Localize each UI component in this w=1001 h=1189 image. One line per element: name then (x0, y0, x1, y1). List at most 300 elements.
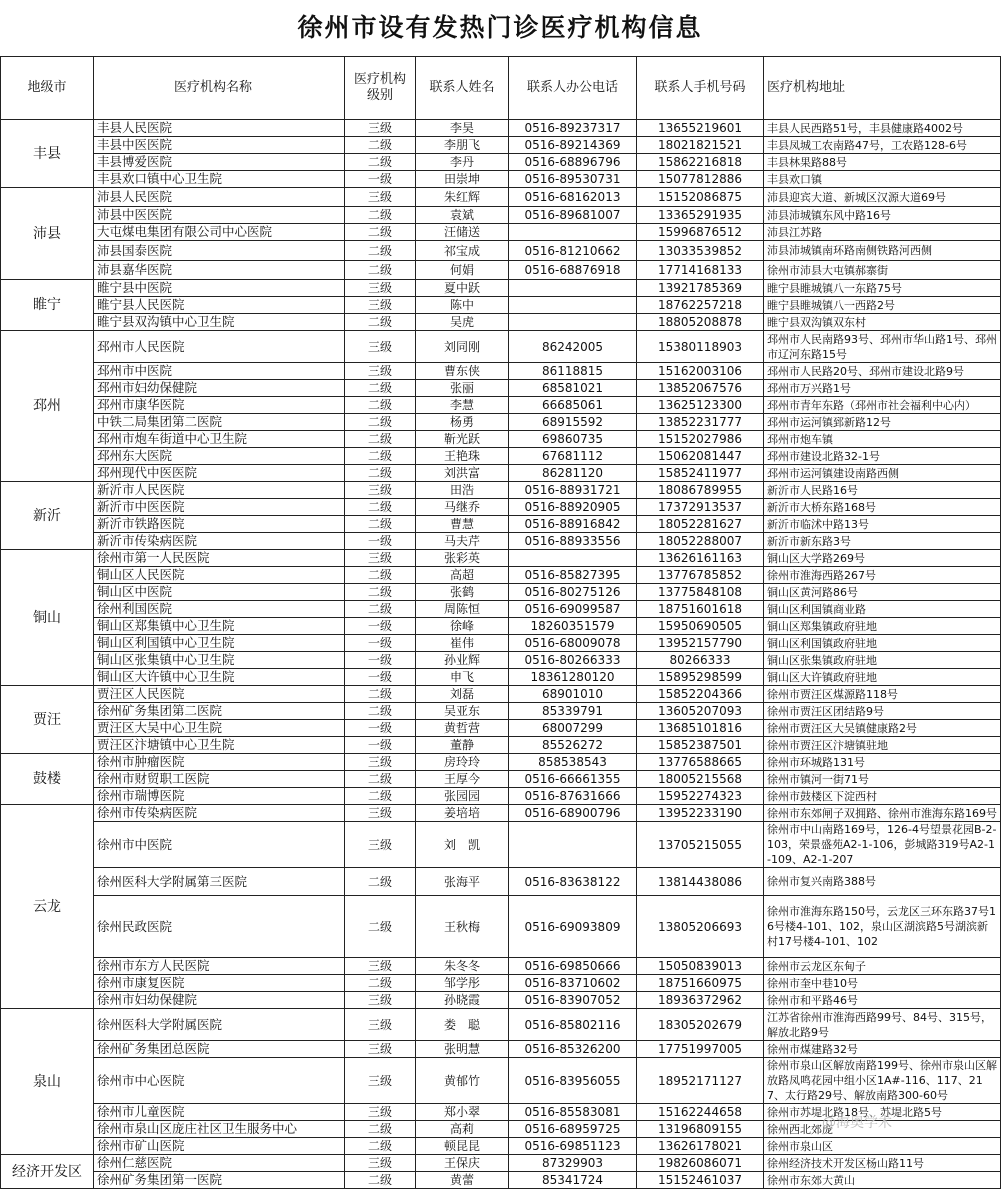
name-cell: 贾汪区人民医院 (94, 686, 345, 703)
mobile-cell: 13814438086 (637, 868, 764, 896)
name-cell: 贾汪区大吴中心卫生院 (94, 720, 345, 737)
name-cell: 徐州市东方人民医院 (94, 958, 345, 975)
contact-cell: 徐峰 (416, 618, 509, 635)
contact-cell: 娄 聪 (416, 1009, 509, 1041)
city-cell: 新沂 (1, 482, 94, 550)
name-cell: 徐州市肿瘤医院 (94, 754, 345, 771)
header-name: 医疗机构名称 (94, 57, 345, 120)
table-row (1, 154, 1001, 171)
table-row (1, 1041, 1001, 1058)
table-row (1, 754, 1001, 771)
contact-cell: 张丽 (416, 380, 509, 397)
table-row (1, 516, 1001, 533)
city-cell: 邳州 (1, 331, 94, 482)
level-cell: 二级 (345, 1172, 416, 1189)
level-cell: 三级 (345, 363, 416, 380)
table-row (1, 822, 1001, 868)
mobile-cell: 15162003106 (637, 363, 764, 380)
name-cell: 铜山区人民医院 (94, 567, 345, 584)
table-row (1, 896, 1001, 958)
city-cell: 云龙 (1, 805, 94, 1009)
office-cell: 0516-69099587 (509, 601, 637, 618)
office-cell: 68915592 (509, 414, 637, 431)
level-cell: 三级 (345, 482, 416, 499)
mobile-cell: 15050839013 (637, 958, 764, 975)
level-cell: 三级 (345, 1155, 416, 1172)
table-row (1, 397, 1001, 414)
address-cell: 徐州市贾汪区大吴镇健康路2号 (764, 720, 1001, 737)
address-cell: 沛县江苏路 (764, 224, 1001, 241)
contact-cell: 杨勇 (416, 414, 509, 431)
office-cell: 69860735 (509, 431, 637, 448)
city-cell: 经济开发区 (1, 1155, 94, 1189)
level-cell: 一级 (345, 171, 416, 188)
office-cell: 18260351579 (509, 618, 637, 635)
contact-cell: 祁宝成 (416, 241, 509, 261)
mobile-cell: 13776588665 (637, 754, 764, 771)
address-cell: 新沂市大桥东路168号 (764, 499, 1001, 516)
address-cell: 徐州市苏堤北路18号、苏堤北路5号 (764, 1104, 1001, 1121)
table-row (1, 297, 1001, 314)
contact-cell: 黄郁竹 (416, 1058, 509, 1104)
mobile-cell: 15380118903 (637, 331, 764, 363)
table-row (1, 720, 1001, 737)
name-cell: 徐州民政医院 (94, 896, 345, 958)
office-cell: 0516-69850666 (509, 958, 637, 975)
address-cell: 邳州市青年东路（邳州市社会福利中心内） (764, 397, 1001, 414)
contact-cell: 李朋飞 (416, 137, 509, 154)
address-cell: 徐州市奎中巷10号 (764, 975, 1001, 992)
name-cell: 徐州医科大学附属医院 (94, 1009, 345, 1041)
address-cell: 新沂市人民路16号 (764, 482, 1001, 499)
mobile-cell: 13655219601 (637, 120, 764, 137)
address-cell: 徐州市泉山区 (764, 1138, 1001, 1155)
mobile-cell: 15852411977 (637, 465, 764, 482)
address-cell: 铜山区郑集镇政府驻地 (764, 618, 1001, 635)
office-cell: 0516-66661355 (509, 771, 637, 788)
page-title: 徐州市设有发热门诊医疗机构信息 (297, 13, 703, 42)
mobile-cell: 18021821521 (637, 137, 764, 154)
name-cell: 新沂市人民医院 (94, 482, 345, 499)
name-cell: 铜山区中医院 (94, 584, 345, 601)
name-cell: 徐州市中医院 (94, 822, 345, 868)
level-cell: 二级 (345, 686, 416, 703)
office-cell: 68007299 (509, 720, 637, 737)
name-cell: 睢宁县中医院 (94, 280, 345, 297)
table-row (1, 482, 1001, 499)
name-cell: 徐州市妇幼保健院 (94, 992, 345, 1009)
table-row (1, 120, 1001, 137)
contact-cell: 夏中跃 (416, 280, 509, 297)
name-cell: 邳州现代中医医院 (94, 465, 345, 482)
office-cell: 0516-68876918 (509, 261, 637, 280)
address-cell: 徐州市和平路46号 (764, 992, 1001, 1009)
level-cell: 三级 (345, 958, 416, 975)
mobile-cell: 18952171127 (637, 1058, 764, 1104)
office-cell: 0516-83710602 (509, 975, 637, 992)
level-cell: 二级 (345, 1121, 416, 1138)
table-row (1, 669, 1001, 686)
contact-cell: 曹东侠 (416, 363, 509, 380)
name-cell: 邳州市人民医院 (94, 331, 345, 363)
address-cell: 邳州市人民路20号、邳州市建设北路9号 (764, 363, 1001, 380)
office-cell: 85339791 (509, 703, 637, 720)
mobile-cell: 13626178021 (637, 1138, 764, 1155)
level-cell: 一级 (345, 669, 416, 686)
table-row (1, 737, 1001, 754)
office-cell: 0516-85802116 (509, 1009, 637, 1041)
mobile-cell: 13776785852 (637, 567, 764, 584)
watermark: @海奥学术 (822, 1115, 892, 1131)
level-cell: 二级 (345, 771, 416, 788)
level-cell: 三级 (345, 280, 416, 297)
contact-cell: 刘同刚 (416, 331, 509, 363)
table-row (1, 550, 1001, 567)
office-cell: 85526272 (509, 737, 637, 754)
table-row (1, 652, 1001, 669)
name-cell: 邳州市妇幼保健院 (94, 380, 345, 397)
level-cell: 一级 (345, 737, 416, 754)
name-cell: 徐州仁慈医院 (94, 1155, 345, 1172)
office-cell: 18361280120 (509, 669, 637, 686)
mobile-cell: 18762257218 (637, 297, 764, 314)
level-cell: 二级 (345, 414, 416, 431)
address-cell: 铜山区利国镇政府驻地 (764, 635, 1001, 652)
mobile-cell: 18751660975 (637, 975, 764, 992)
level-cell: 二级 (345, 241, 416, 261)
address-cell: 睢宁县双沟镇双东村 (764, 314, 1001, 331)
mobile-cell: 13625123300 (637, 397, 764, 414)
contact-cell: 张园园 (416, 788, 509, 805)
mobile-cell: 18805208878 (637, 314, 764, 331)
mobile-cell: 13952157790 (637, 635, 764, 652)
office-cell: 85341724 (509, 1172, 637, 1189)
office-cell (509, 550, 637, 567)
table-row (1, 703, 1001, 720)
name-cell: 邳州市康华医院 (94, 397, 345, 414)
name-cell: 贾汪区汴塘镇中心卫生院 (94, 737, 345, 754)
office-cell: 0516-89214369 (509, 137, 637, 154)
level-cell: 二级 (345, 448, 416, 465)
level-cell: 二级 (345, 516, 416, 533)
level-cell: 三级 (345, 550, 416, 567)
table-row (1, 868, 1001, 896)
address-cell: 徐州市贾汪区团结路9号 (764, 703, 1001, 720)
name-cell: 铜山区利国镇中心卫生院 (94, 635, 345, 652)
address-cell: 沛县迎宾大道、新城区汉源大道69号 (764, 188, 1001, 207)
mobile-cell: 15152086875 (637, 188, 764, 207)
address-cell: 沛县沛城镇南环路南侧铁路河西侧 (764, 241, 1001, 261)
address-cell: 徐州市泉山区解放南路199号、徐州市泉山区解放路凤鸣花园中组小区1A#-116、117、217、太行路29号、解放南路300-60号 (764, 1058, 1001, 1104)
table-row (1, 188, 1001, 207)
level-cell: 二级 (345, 397, 416, 414)
table-row (1, 618, 1001, 635)
address-cell: 铜山区大许镇政府驻地 (764, 669, 1001, 686)
office-cell: 0516-69851123 (509, 1138, 637, 1155)
name-cell: 新沂市传染病医院 (94, 533, 345, 550)
level-cell: 二级 (345, 703, 416, 720)
table-body (1, 120, 1001, 1189)
table-row (1, 380, 1001, 397)
office-cell: 0516-68009078 (509, 635, 637, 652)
level-cell: 二级 (345, 601, 416, 618)
contact-cell: 张海平 (416, 868, 509, 896)
address-cell: 新沂市新东路3号 (764, 533, 1001, 550)
address-cell: 邳州市运河镇郅新路12号 (764, 414, 1001, 431)
name-cell: 沛县中医医院 (94, 207, 345, 224)
name-cell: 沛县嘉华医院 (94, 261, 345, 280)
table-row (1, 567, 1001, 584)
table-row (1, 1155, 1001, 1172)
name-cell: 徐州市瑞博医院 (94, 788, 345, 805)
mobile-cell: 17714168133 (637, 261, 764, 280)
level-cell: 二级 (345, 207, 416, 224)
city-cell: 睢宁 (1, 280, 94, 331)
name-cell: 徐州市泉山区庞庄社区卫生服务中心 (94, 1121, 345, 1138)
mobile-cell: 19826086071 (637, 1155, 764, 1172)
address-cell: 丰县人民西路51号，丰县健康路4002号 (764, 120, 1001, 137)
mobile-cell: 13805206693 (637, 896, 764, 958)
level-cell: 二级 (345, 896, 416, 958)
contact-cell: 张鹤 (416, 584, 509, 601)
mobile-cell: 15152027986 (637, 431, 764, 448)
header-mobile: 联系人手机号码 (637, 57, 764, 120)
level-cell: 二级 (345, 137, 416, 154)
mobile-cell: 15950690505 (637, 618, 764, 635)
mobile-cell: 13605207093 (637, 703, 764, 720)
address-cell: 徐州西北郊庞 (764, 1121, 1001, 1138)
office-cell: 0516-81210662 (509, 241, 637, 261)
table-row (1, 241, 1001, 261)
address-cell: 邳州市建设北路32-1号 (764, 448, 1001, 465)
contact-cell: 王秋梅 (416, 896, 509, 958)
contact-cell: 张彩英 (416, 550, 509, 567)
office-cell: 0516-85583081 (509, 1104, 637, 1121)
address-cell: 徐州市淮海西路267号 (764, 567, 1001, 584)
mobile-cell: 13852067576 (637, 380, 764, 397)
header-row (1, 57, 1001, 120)
contact-cell: 田浩 (416, 482, 509, 499)
table-row (1, 448, 1001, 465)
office-cell: 0516-87631666 (509, 788, 637, 805)
contact-cell: 周陈恒 (416, 601, 509, 618)
level-cell: 二级 (345, 314, 416, 331)
table-row (1, 465, 1001, 482)
city-cell: 鼓楼 (1, 754, 94, 805)
contact-cell: 姜培培 (416, 805, 509, 822)
contact-cell: 陈中 (416, 297, 509, 314)
office-cell: 87329903 (509, 1155, 637, 1172)
address-cell: 徐州市贾汪区煤源路118号 (764, 686, 1001, 703)
table-row (1, 992, 1001, 1009)
name-cell: 新沂市铁路医院 (94, 516, 345, 533)
mobile-cell: 15852204366 (637, 686, 764, 703)
level-cell: 三级 (345, 822, 416, 868)
contact-cell: 刘 凯 (416, 822, 509, 868)
table-row (1, 686, 1001, 703)
office-cell: 0516-83638122 (509, 868, 637, 896)
contact-cell: 何娟 (416, 261, 509, 280)
mobile-cell: 17751997005 (637, 1041, 764, 1058)
contact-cell: 王保庆 (416, 1155, 509, 1172)
header-contact: 联系人姓名 (416, 57, 509, 120)
address-cell: 邳州市万兴路1号 (764, 380, 1001, 397)
level-cell: 二级 (345, 584, 416, 601)
office-cell: 0516-88916842 (509, 516, 637, 533)
mobile-cell: 17372913537 (637, 499, 764, 516)
name-cell: 沛县国泰医院 (94, 241, 345, 261)
level-cell: 三级 (345, 1104, 416, 1121)
mobile-cell: 13033539852 (637, 241, 764, 261)
mobile-cell: 15996876512 (637, 224, 764, 241)
mobile-cell: 13685101816 (637, 720, 764, 737)
name-cell: 徐州市第一人民医院 (94, 550, 345, 567)
address-cell: 邳州市炮车镇 (764, 431, 1001, 448)
contact-cell: 郑小翠 (416, 1104, 509, 1121)
table-row (1, 635, 1001, 652)
level-cell: 二级 (345, 788, 416, 805)
contact-cell: 房玲玲 (416, 754, 509, 771)
office-cell: 86118815 (509, 363, 637, 380)
level-cell: 一级 (345, 618, 416, 635)
contact-cell: 高超 (416, 567, 509, 584)
level-cell: 二级 (345, 431, 416, 448)
level-cell: 二级 (345, 868, 416, 896)
name-cell: 沛县人民医院 (94, 188, 345, 207)
name-cell: 睢宁县人民医院 (94, 297, 345, 314)
office-cell (509, 314, 637, 331)
table-row (1, 958, 1001, 975)
mobile-cell: 15077812886 (637, 171, 764, 188)
contact-cell: 崔伟 (416, 635, 509, 652)
address-cell: 徐州市复兴南路388号 (764, 868, 1001, 896)
name-cell: 丰县人民医院 (94, 120, 345, 137)
office-cell: 0516-85827395 (509, 567, 637, 584)
level-cell: 二级 (345, 499, 416, 516)
address-cell: 徐州市环城路131号 (764, 754, 1001, 771)
level-cell: 二级 (345, 261, 416, 280)
level-cell: 二级 (345, 975, 416, 992)
level-cell: 三级 (345, 331, 416, 363)
table-row (1, 788, 1001, 805)
address-cell: 铜山区张集镇政府驻地 (764, 652, 1001, 669)
mobile-cell: 15895298599 (637, 669, 764, 686)
level-cell: 二级 (345, 567, 416, 584)
level-cell: 二级 (345, 1138, 416, 1155)
name-cell: 邳州市中医院 (94, 363, 345, 380)
header-office-phone: 联系人办公电话 (509, 57, 637, 120)
contact-cell: 董静 (416, 737, 509, 754)
office-cell: 0516-89530731 (509, 171, 637, 188)
table-row (1, 1009, 1001, 1041)
name-cell: 铜山区大许镇中心卫生院 (94, 669, 345, 686)
level-cell: 一级 (345, 652, 416, 669)
office-cell: 0516-68162013 (509, 188, 637, 207)
city-cell: 丰县 (1, 120, 94, 188)
level-cell: 三级 (345, 992, 416, 1009)
mobile-cell: 15152461037 (637, 1172, 764, 1189)
office-cell: 0516-88933556 (509, 533, 637, 550)
office-cell: 67681112 (509, 448, 637, 465)
level-cell: 三级 (345, 297, 416, 314)
mobile-cell: 13365291935 (637, 207, 764, 224)
level-cell: 一级 (345, 533, 416, 550)
table-row (1, 771, 1001, 788)
contact-cell: 朱红辉 (416, 188, 509, 207)
address-cell: 徐州市中山南路169号，126-4号望景花园B-2-103，荣景盛苑A2-1-106，彭城路319号A2-1-109、A2-1-207 (764, 822, 1001, 868)
mobile-cell: 80266333 (637, 652, 764, 669)
name-cell: 徐州医科大学附属第三医院 (94, 868, 345, 896)
address-cell: 铜山区黄河路86号 (764, 584, 1001, 601)
office-cell: 0516-68900796 (509, 805, 637, 822)
name-cell: 邳州东大医院 (94, 448, 345, 465)
address-cell: 邳州市人民南路93号、邳州市华山路1号、邳州市辽河东路15号 (764, 331, 1001, 363)
office-cell: 86281120 (509, 465, 637, 482)
level-cell: 一级 (345, 635, 416, 652)
address-cell: 睢宁县睢城镇八一东路75号 (764, 280, 1001, 297)
address-cell: 丰县欢口镇 (764, 171, 1001, 188)
name-cell: 徐州市矿山医院 (94, 1138, 345, 1155)
contact-cell: 高莉 (416, 1121, 509, 1138)
office-cell: 0516-88920905 (509, 499, 637, 516)
level-cell: 三级 (345, 1058, 416, 1104)
address-cell: 邳州市运河镇建设南路西侧 (764, 465, 1001, 482)
mobile-cell: 13775848108 (637, 584, 764, 601)
address-cell: 新沂市临沭中路13号 (764, 516, 1001, 533)
level-cell: 二级 (345, 154, 416, 171)
office-cell: 0516-68896796 (509, 154, 637, 171)
table-row (1, 261, 1001, 280)
office-cell: 0516-69093809 (509, 896, 637, 958)
city-cell: 沛县 (1, 188, 94, 280)
level-cell: 三级 (345, 120, 416, 137)
office-cell (509, 822, 637, 868)
contact-cell: 王厚今 (416, 771, 509, 788)
address-cell: 睢宁县睢城镇八一西路2号 (764, 297, 1001, 314)
office-cell: 0516-83956055 (509, 1058, 637, 1104)
office-cell (509, 297, 637, 314)
contact-cell: 黄蕾 (416, 1172, 509, 1189)
contact-cell: 张明慧 (416, 1041, 509, 1058)
name-cell: 徐州利国医院 (94, 601, 345, 618)
name-cell: 铜山区张集镇中心卫生院 (94, 652, 345, 669)
address-cell: 徐州市东郊大黄山 (764, 1172, 1001, 1189)
table-row (1, 805, 1001, 822)
name-cell: 大屯煤电集团有限公司中心医院 (94, 224, 345, 241)
table-row (1, 533, 1001, 550)
contact-cell: 王艳珠 (416, 448, 509, 465)
level-cell: 三级 (345, 754, 416, 771)
contact-cell: 刘磊 (416, 686, 509, 703)
contact-cell: 马继乔 (416, 499, 509, 516)
name-cell: 徐州矿务集团第二医院 (94, 703, 345, 720)
contact-cell: 孙业辉 (416, 652, 509, 669)
address-cell: 徐州市云龙区东甸子 (764, 958, 1001, 975)
level-cell: 三级 (345, 805, 416, 822)
contact-cell: 李昊 (416, 120, 509, 137)
contact-cell: 刘洪富 (416, 465, 509, 482)
name-cell: 徐州市康复医院 (94, 975, 345, 992)
table-row (1, 137, 1001, 154)
office-cell (509, 280, 637, 297)
mobile-cell: 18052281627 (637, 516, 764, 533)
office-cell: 0516-85326200 (509, 1041, 637, 1058)
mobile-cell: 18052288007 (637, 533, 764, 550)
table-row (1, 363, 1001, 380)
address-cell: 徐州市淮海东路150号，云龙区三环东路37号16号楼4-101、102，泉山区湖滨路5号湖滨新村17号楼4-101、102 (764, 896, 1001, 958)
mobile-cell: 18936372962 (637, 992, 764, 1009)
mobile-cell: 13921785369 (637, 280, 764, 297)
